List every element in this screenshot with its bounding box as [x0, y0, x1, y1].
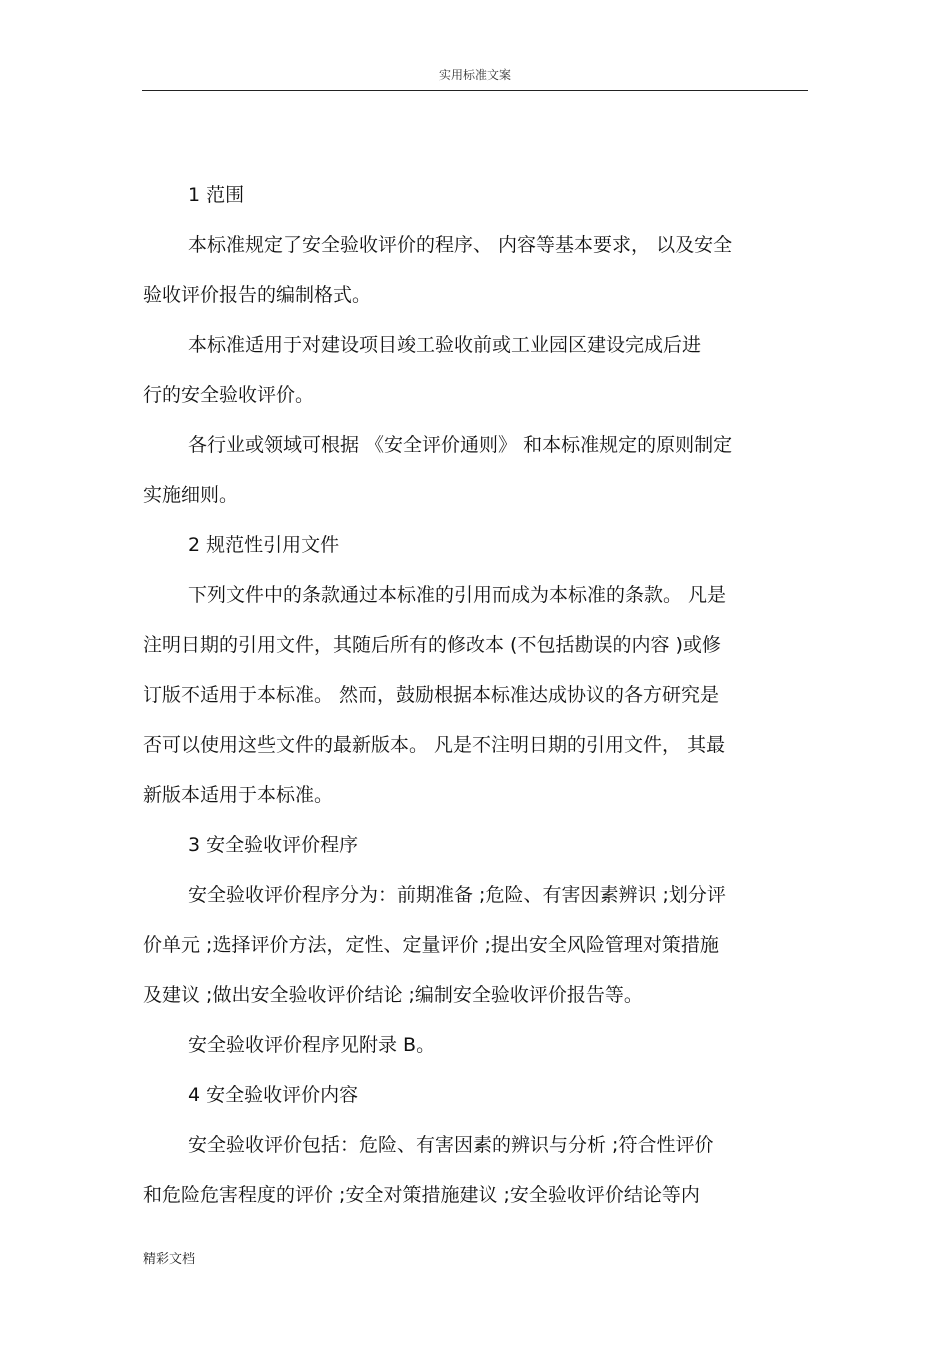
section-3-heading: 3 安全验收评价程序: [188, 834, 359, 856]
paragraph-line: 新版本适用于本标准。: [143, 784, 334, 806]
paragraph-line: 验收评价报告的编制格式。: [143, 284, 372, 306]
paragraph-line: 安全验收评价包括：危险、有害因素的辨识与分析 ;符合性评价: [188, 1134, 714, 1156]
paragraph-line: 行的安全验收评价。: [143, 384, 315, 406]
paragraph-line: 否可以使用这些文件的最新版本。 凡是不注明日期的引用文件， 其最: [143, 734, 726, 756]
header-rule: [142, 90, 808, 91]
paragraph-line: 安全验收评价程序见附录 B。: [188, 1034, 436, 1056]
paragraph-line: 各行业或领域可根据 《安全评价通则》 和本标准规定的原则制定: [188, 434, 733, 456]
paragraph-line: 本标准适用于对建设项目竣工验收前或工业园区建设完成后进: [188, 334, 702, 356]
paragraph-line: 价单元 ;选择评价方法，定性、定量评价 ;提出安全风险管理对策措施: [143, 934, 719, 956]
paragraph-line: 和危险危害程度的评价 ;安全对策措施建议 ;安全验收评价结论等内: [143, 1184, 700, 1206]
section-1-heading: 1 范围: [188, 184, 245, 206]
page-header: 实用标准文案: [438, 68, 511, 82]
section-2-heading: 2 规范性引用文件: [188, 534, 340, 556]
paragraph-line: 及建议 ;做出安全验收评价结论 ;编制安全验收评价报告等。: [143, 984, 643, 1006]
paragraph-line: 本标准规定了安全验收评价的程序、 内容等基本要求， 以及安全: [188, 234, 733, 256]
paragraph-line: 下列文件中的条款通过本标准的引用而成为本标准的条款。 凡是: [188, 584, 727, 606]
paragraph-line: 注明日期的引用文件，其随后所有的修改本 (不包括勘误的内容 )或修: [143, 634, 721, 656]
paragraph-line: 实施细则。: [143, 484, 239, 506]
paragraph-line: 订版不适用于本标准。 然而，鼓励根据本标准达成协议的各方研究是: [143, 684, 720, 706]
section-4-heading: 4 安全验收评价内容: [188, 1084, 359, 1106]
page-footer: 精彩文档: [143, 1252, 196, 1267]
paragraph-line: 安全验收评价程序分为：前期准备 ;危险、有害因素辨识 ;划分评: [188, 884, 726, 906]
